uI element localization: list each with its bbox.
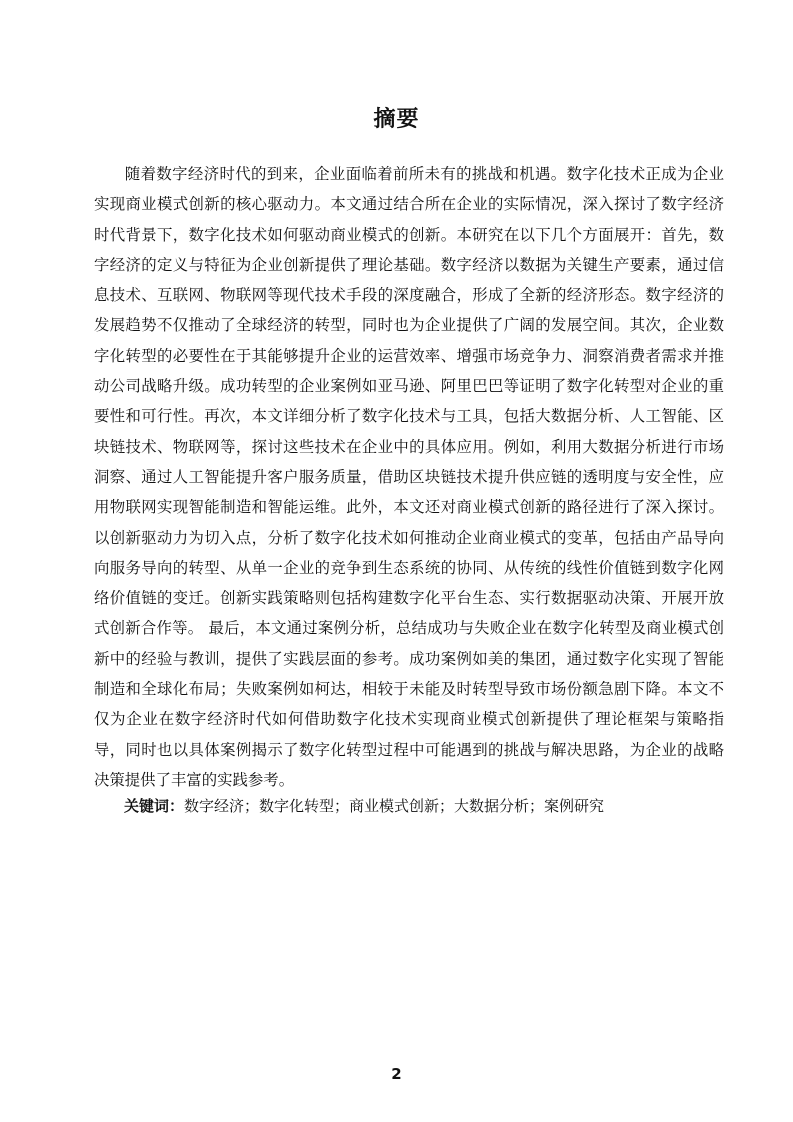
page-number: 2 (391, 1065, 402, 1083)
abstract-paragraph: 随着数字经济时代的到来，企业面临着前所未有的挑战和机遇。数字化技术正成为企业实现商业模式创新的核心驱动力。本文通过结合所在企业的实际情况，深入探讨了数字经济时代背景下，数字化技术如何驱动商业模式的创新。本研究在以下几个方面展开：首先，数字经济的定义与特征为企业创新提供了理论基础。数字经济以数据为关键生产要素，通过信息技术、互联网、物联网等现代技术手段的深度融合，形成了全新的经济形态。数字经济的发展趋势不仅推动了全球经济的转型，同时也为企业提供了广阔的发展空间。其次，企业数字化转型的必要性在于其能够提升企业的运营效率、增强市场竞争力、洞察消费者需求并推动公司战略升级。成功转型的企业案例如亚马逊、阿里巴巴等证明了数字化转型对企业的重要性和可行性。再次，本文详细分析了数字化技术与工具，包括大数据分析、人工智能、区块链技术、物联网等，探讨这些技术在企业中的具体应用。例如，利用大数据分析进行市场洞察、通过人工智能提升客户服务质量，借助区块链技术提升供应链的透明度与安全性，应用物联网实现智能制造和智能运维。此外，本文还对商业模式创新的路径进行了深入探讨。以创新驱动力为切入点，分析了数字化技术如何推动企业商业模式的变革，包括由产品导向向服务导向的转型、从单一企业的竞争到生态系统的协同、从传统的线性价值链到数字化网络价值链的变迁。创新实践策略则包括构建数字化平台生态、实行数据驱动决策、开展开放式创新合作等。 最后，本文通过案例分析，总结成功与失败企业在数字化转型及商业模式创新中的经验与教训，提供了实践层面的参考。成功案例如美的集团，通过数字化实现了智能制造和全球化布局；失败案例如柯达，相较于未能及时转型导致市场份额急剧下降。本文不仅为企业在数字经济时代如何借助数字化技术实现商业模式创新提供了理论框架与策略指导，同时也以具体案例揭示了数字化转型过程中可能遇到的挑战与解决思路，为企业的战略决策提供了丰富的实践参考。 (94, 165, 724, 789)
keywords-text: 数字经济；数字化转型；商业模式创新；大数据分析；案例研究 (184, 797, 605, 815)
page-title: 摘要 (373, 107, 420, 132)
keywords-line (94, 792, 724, 820)
keywords-label: 关键词： (124, 797, 185, 815)
